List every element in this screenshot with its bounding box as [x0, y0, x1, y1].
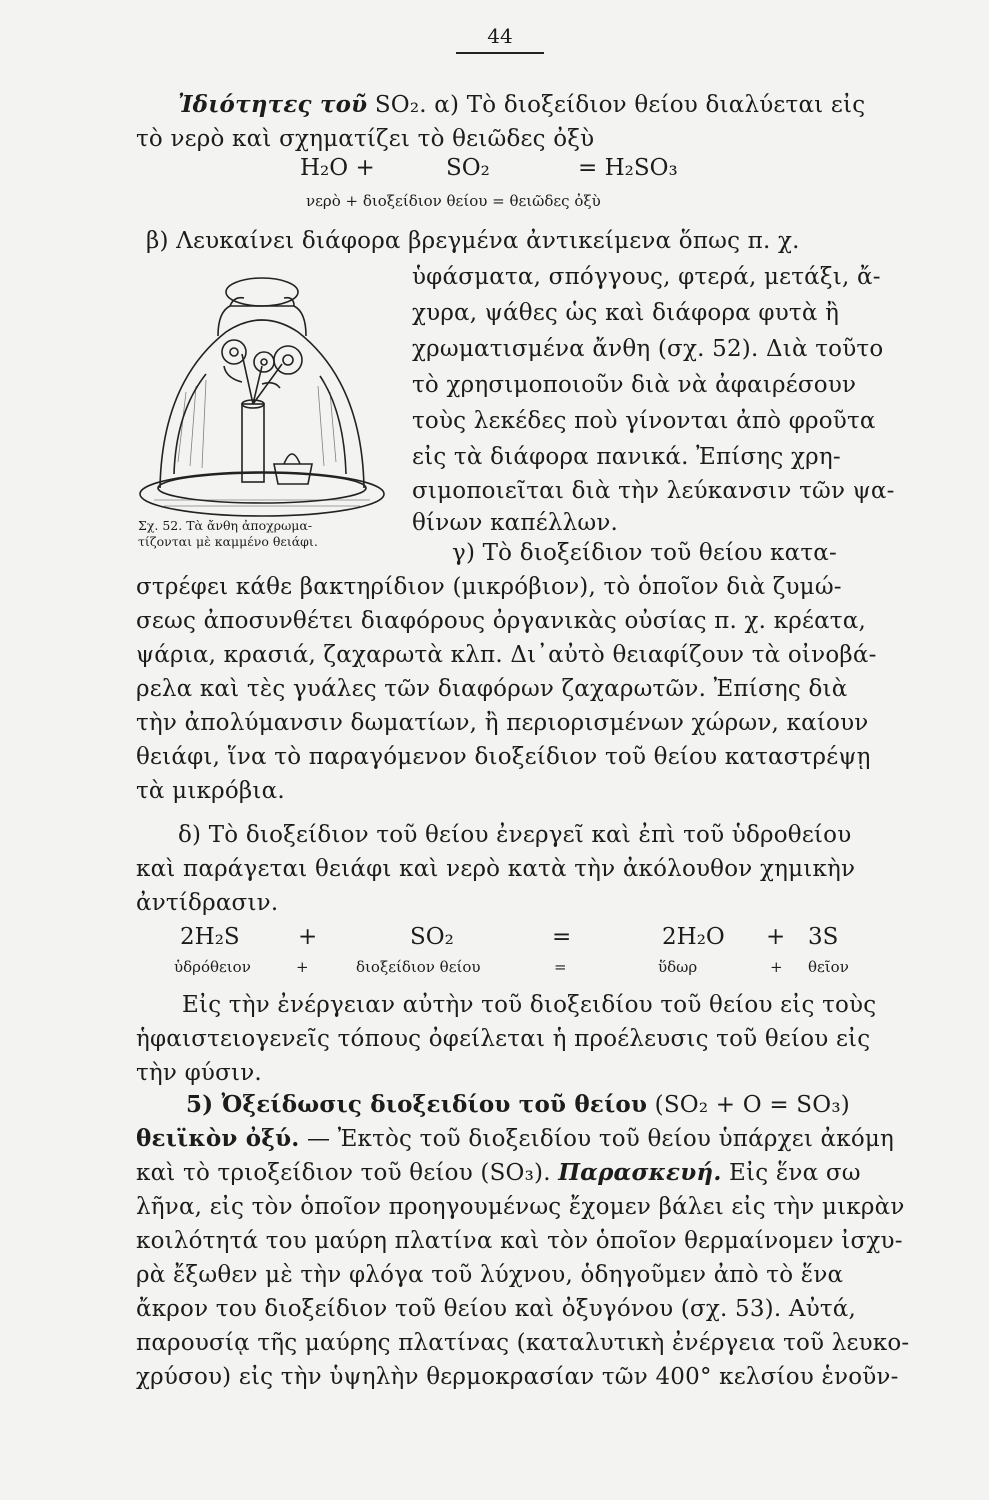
- para-b-line-3: χυρα, ψάθες ὡς καὶ διάφορα φυτὰ ἢ: [412, 300, 840, 326]
- para-b-line-4: χρωματισμένα ἄνθη (σχ. 52). Διὰ τοῦτο: [412, 336, 884, 362]
- section-5-line-5: κοιλότητά του μαύρη πλατίνα καὶ τὸν ὁποῖον θερμαίνομεν ἰσχυ-: [136, 1228, 903, 1254]
- para-b-line-8: σιμοποιεῖται διὰ τὴν λεύκανσιν τῶν ψα-: [412, 478, 895, 504]
- volcanic-line-1: Εἰς τὴν ἐνέργειαν αὐτὴν τοῦ διοξειδίου τοῦ θείου εἰς τοὺς: [182, 992, 877, 1018]
- equation-2-word-plus-2: +: [770, 958, 783, 976]
- para-c-line-1: γ) Τὸ διοξείδιον τοῦ θείου κατα-: [452, 540, 837, 566]
- para-b-line-6: τοὺς λεκέδες ποὺ γίνονται ἀπὸ φροῦτα: [412, 408, 876, 434]
- equation-2-word-plus-1: +: [296, 958, 309, 976]
- equation-2-so2: SO₂: [410, 924, 454, 950]
- section-5-line-2: [136, 1124, 894, 1154]
- para-d-line-1: δ) Τὸ διοξείδιον τοῦ θείου ἐνεργεῖ καὶ ἐπὶ τοῦ ὑδροθείου: [178, 822, 852, 848]
- equation-2-plus-2: +: [766, 924, 786, 950]
- volcanic-line-2: ἡφαιστειογενεῖς τόπους ὀφείλεται ἡ προέλευσις τοῦ θείου εἰς: [136, 1026, 871, 1052]
- para-c-line-3: σεως ἀποσυνθέτει διαφόρους ὀργανικὰς οὐσίας π. χ. κρέατα,: [136, 608, 866, 634]
- para-b-line-7: εἰς τὰ διάφορα πανικά. Ἐπίσης χρη-: [412, 444, 841, 470]
- section-5-line-3-tail: Εἰς ἕνα σω: [729, 1160, 861, 1186]
- section-5-line-4: λῆνα, εἰς τὸν ὁποῖον προηγουμένως ἔχομεν βάλει εἰς τὴν μικρὰν: [136, 1194, 905, 1220]
- page-number: 44: [487, 24, 513, 48]
- para-b-line-2: ὑφάσματα, σπόγγους, φτερά, μετάξι, ἄ-: [412, 264, 881, 290]
- figure-52-caption: [138, 518, 398, 550]
- equation-2-word-h2s: ὑδρόθειον: [174, 958, 251, 976]
- equation-1-so2: SO₂: [446, 155, 490, 181]
- section-5-line-1: [186, 1090, 850, 1120]
- page-number-rule: [456, 52, 544, 54]
- equation-2-h2s: 2H₂S: [180, 924, 240, 950]
- section-5-line-9: χρύσου) εἰς τὴν ὑψηλὴν θερμοκρασίαν τῶν 400° κελσίου ἑνοῦν-: [136, 1364, 899, 1390]
- equation-1-water: H₂O +: [300, 155, 375, 181]
- para-d-line-3: ἀντίδρασιν.: [136, 890, 279, 916]
- section-5-subtitle: θειϊκὸν ὀξύ.: [136, 1125, 300, 1152]
- figure-52-caption-line-2: τίζονται μὲ καμμένο θειάφι.: [138, 534, 318, 549]
- properties-heading: Ἰδιότητες τοῦ: [178, 91, 368, 118]
- section-5-line-3: [136, 1158, 861, 1188]
- volcanic-line-3: τὴν φύσιν.: [136, 1060, 262, 1086]
- preparation-heading: Παρασκευή.: [558, 1159, 722, 1186]
- equation-1-words: νερὸ + διοξείδιον θείου = θειῶδες ὀξὺ: [306, 192, 601, 210]
- equation-2-sulfur: 3S: [808, 924, 839, 950]
- para-d-line-2: καὶ παράγεται θειάφι καὶ νερὸ κατὰ τὴν ἀκόλουθον χημικὴν: [136, 856, 856, 882]
- para-c-line-2: στρέφει κάθε βακτηρίδιον (μικρόβιον), τὸ ὁποῖον διὰ ζυμώ-: [136, 574, 842, 600]
- equation-2-word-sulfur: θεῖον: [808, 958, 849, 976]
- properties-line-2: τὸ νερὸ καὶ σχηματίζει τὸ θειῶδες ὀξὺ: [136, 126, 595, 152]
- para-b-line-1: β) Λευκαίνει διάφορα βρεγμένα ἀντικείμενα ὅπως π. χ.: [146, 228, 800, 254]
- properties-line-1: [178, 90, 865, 120]
- equation-2-plus-1: +: [298, 924, 318, 950]
- equation-2-word-water: ὕδωρ: [658, 958, 698, 976]
- para-b-line-9: θίνων καπέλλων.: [412, 510, 619, 536]
- equation-2-word-so2: διοξείδιον θείου: [356, 958, 481, 976]
- section-5-line-6: ρὰ ἔξωθεν μὲ τὴν φλόγα τοῦ λύχνου, ὁδηγοῦμεν ἀπὸ τὸ ἕνα: [136, 1262, 844, 1288]
- equation-2-water: 2H₂O: [662, 924, 725, 950]
- para-c-line-4: ψάρια, κρασιά, ζαχαρωτὰ κλπ. Δι᾽αὐτὸ θειαφίζουν τὰ οἰνοβά-: [136, 642, 877, 668]
- para-c-line-6: τὴν ἀπολύμανσιν δωματίων, ἢ περιορισμένων χώρων, καίουν: [136, 710, 869, 736]
- para-b-line-5: τὸ χρησιμοποιοῦν διὰ νὰ ἀφαιρέσουν: [412, 372, 857, 398]
- properties-line-1-text: SO₂. α) Τὸ διοξείδιον θείου διαλύεται εἰς: [374, 92, 866, 118]
- section-5-equation: (SO₂ + O = SO₃): [654, 1092, 850, 1118]
- section-5-line-8: παρουσίᾳ τῆς μαύρης πλατίνας (καταλυτικὴ ἐνέργεια τοῦ λευκο-: [136, 1330, 910, 1356]
- para-c-line-8: τὰ μικρόβια.: [136, 778, 285, 804]
- para-c-line-5: ρελα καὶ τὲς γυάλες τῶν διαφόρων ζαχαρωτῶν. Ἐπίσης διὰ: [136, 676, 848, 702]
- section-5-line-2-text: — Ἐκτὸς τοῦ διοξειδίου τοῦ θείου ὑπάρχει ἀκόμη: [306, 1126, 895, 1152]
- section-5-line-7: ἄκρον του διοξείδιον τοῦ θείου καὶ ὀξυγόνου (σχ. 53). Αὐτά,: [136, 1296, 857, 1322]
- figure-52-caption-line-1: Σχ. 52. Τὰ ἄνθη ἀποχρωμα-: [138, 518, 313, 533]
- para-c-line-7: θειάφι, ἵνα τὸ παραγόμενον διοξείδιον τοῦ θείου καταστρέψῃ: [136, 744, 871, 770]
- section-5-line-3-text: καὶ τὸ τριοξείδιον τοῦ θείου (SO₃).: [136, 1160, 551, 1186]
- equation-1-product: = H₂SO₃: [578, 155, 678, 181]
- equation-2-equals: =: [552, 924, 572, 950]
- bell-jar-figure: [134, 262, 404, 522]
- section-5-title: 5) Ὀξείδωσις διοξειδίου τοῦ θείου: [186, 1091, 648, 1118]
- equation-2-word-equals: =: [554, 958, 567, 976]
